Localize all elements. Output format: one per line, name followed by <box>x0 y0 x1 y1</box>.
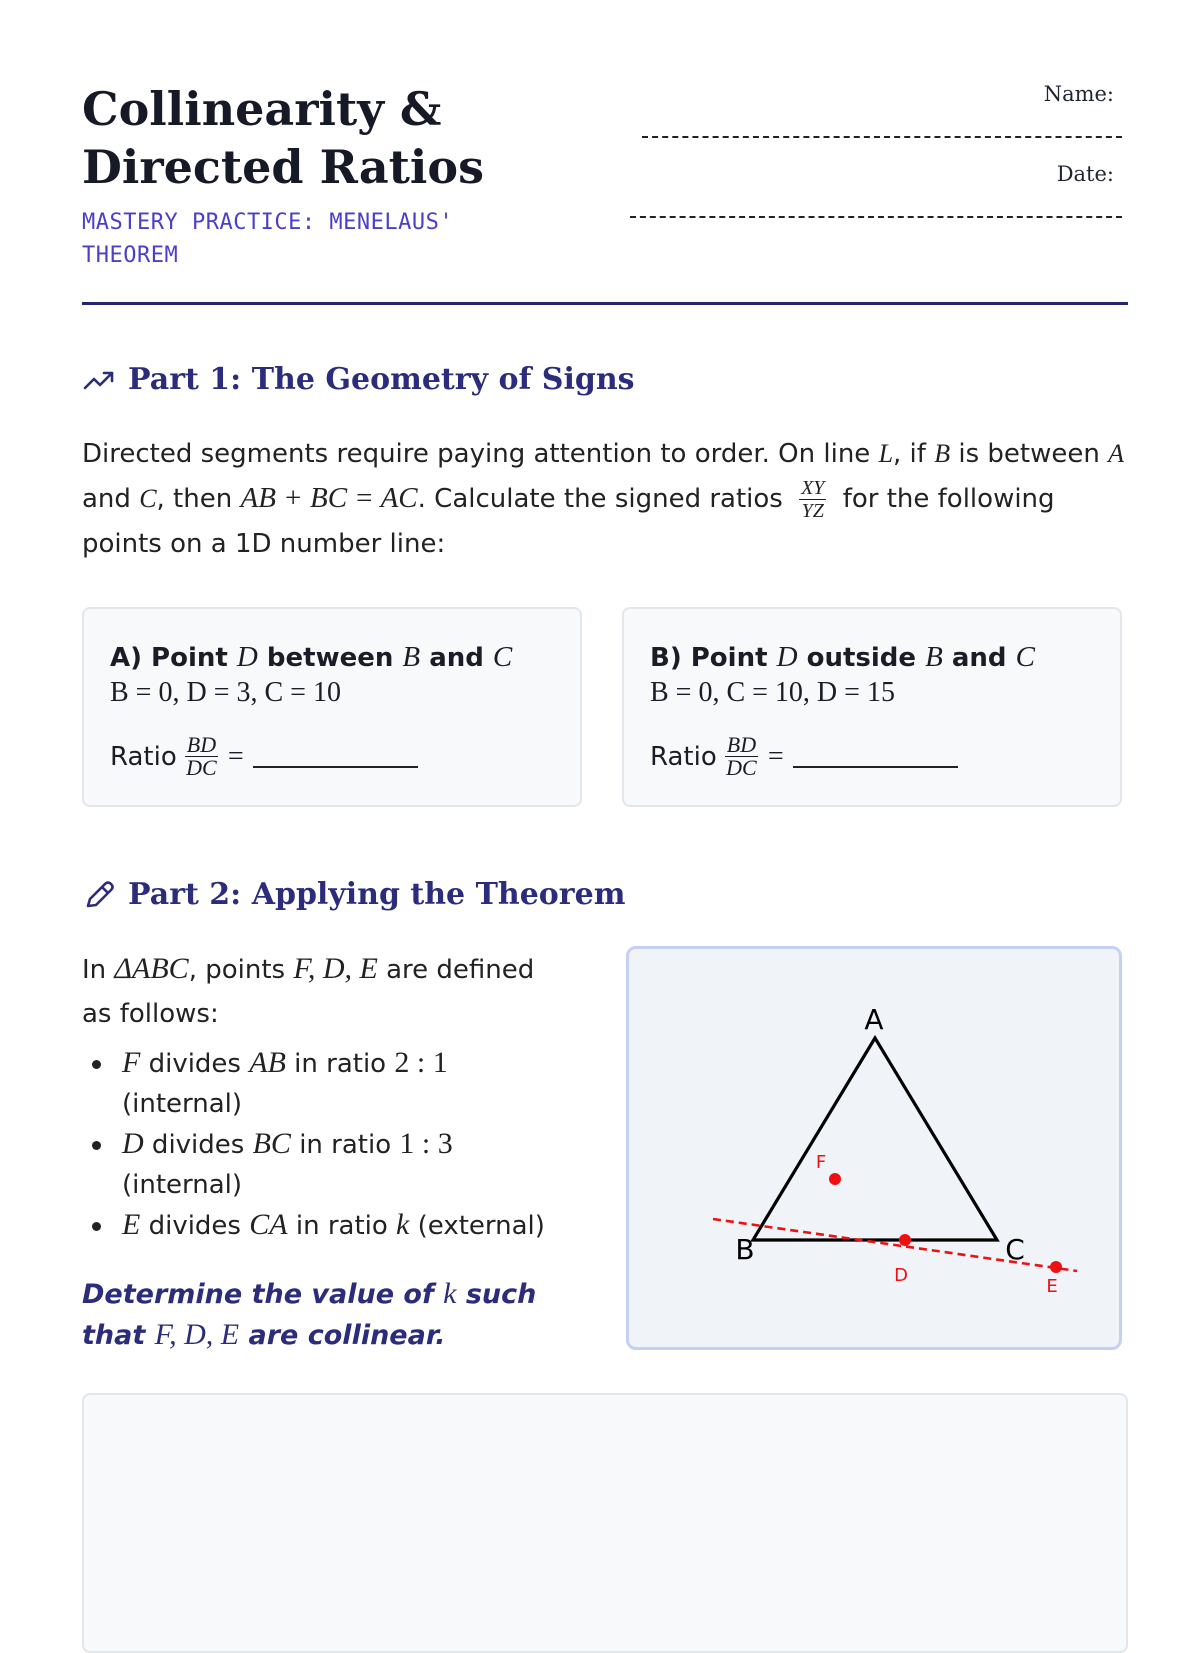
list-item: D divides BC in ratio 1 : 3 (internal) <box>82 1124 552 1205</box>
label-c: C <box>1005 1233 1025 1266</box>
part2-intro: In ΔABC, points F, D, E are defined as follows: <box>82 952 535 1029</box>
label-d: D <box>894 1265 908 1286</box>
part1-heading-label: Part 1: The Geometry of Signs <box>128 362 635 397</box>
card-a-title: A) Point D between B and C <box>110 641 513 673</box>
part1-intro: Directed segments require paying attention to order. On line L, if B is between A and C, then AB + BC = AC. Calculate the signed ratios $\frac{XY}{YZ}$ for the following points on a 1D number line: <box>82 439 1124 559</box>
card-b-title: B) Point D outside B and C <box>650 641 1035 673</box>
header-divider <box>82 302 1128 305</box>
name-label: Name: <box>1043 82 1114 106</box>
card-a-values: B = 0, D = 3, C = 10 <box>110 677 341 708</box>
date-label: Date: <box>1056 162 1114 186</box>
list-item: E divides CA in ratio k (external) <box>82 1205 552 1246</box>
label-e: E <box>1046 1276 1058 1297</box>
point-f <box>829 1173 841 1185</box>
part2-heading <box>82 877 625 912</box>
part2-heading-label: Part 2: Applying the Theorem <box>128 877 626 912</box>
point-d <box>899 1234 911 1246</box>
page-subtitle: MASTERY PRACTICE: MENELAUS' THEOREM <box>82 210 454 268</box>
label-b: B <box>735 1233 755 1266</box>
page-title: Collinearity & Directed Ratios <box>82 82 484 194</box>
date-field[interactable] <box>630 216 1122 218</box>
card-b-answer-blank[interactable] <box>793 746 958 768</box>
name-field[interactable] <box>642 136 1122 138</box>
answer-work-area[interactable] <box>82 1393 1128 1653</box>
part1-heading <box>82 362 635 397</box>
list-item: F divides AB in ratio 2 : 1 (internal) <box>82 1043 552 1124</box>
card-a-answer-blank[interactable] <box>253 746 418 768</box>
label-a: A <box>864 1003 884 1036</box>
triangle-diagram <box>626 946 1122 1350</box>
trending-up-icon <box>82 363 116 397</box>
exercise-card-a <box>82 607 582 807</box>
card-b-ratio: Ratio $\frac{BD}{DC}$ = <box>650 734 1094 779</box>
task-prompt: Determine the value of k such that F, D, E are collinear. <box>82 1277 537 1351</box>
triangle-abc <box>753 1038 997 1240</box>
point-e <box>1050 1261 1062 1273</box>
card-a-ratio: Ratio $\frac{BD}{DC}$ = <box>110 734 554 779</box>
exercise-card-b <box>622 607 1122 807</box>
pencil-icon <box>82 878 116 912</box>
card-b-values: B = 0, C = 10, D = 15 <box>650 677 895 708</box>
triangle-figure <box>629 949 1119 1347</box>
definitions-list <box>82 1043 552 1246</box>
label-f: F <box>815 1152 827 1173</box>
